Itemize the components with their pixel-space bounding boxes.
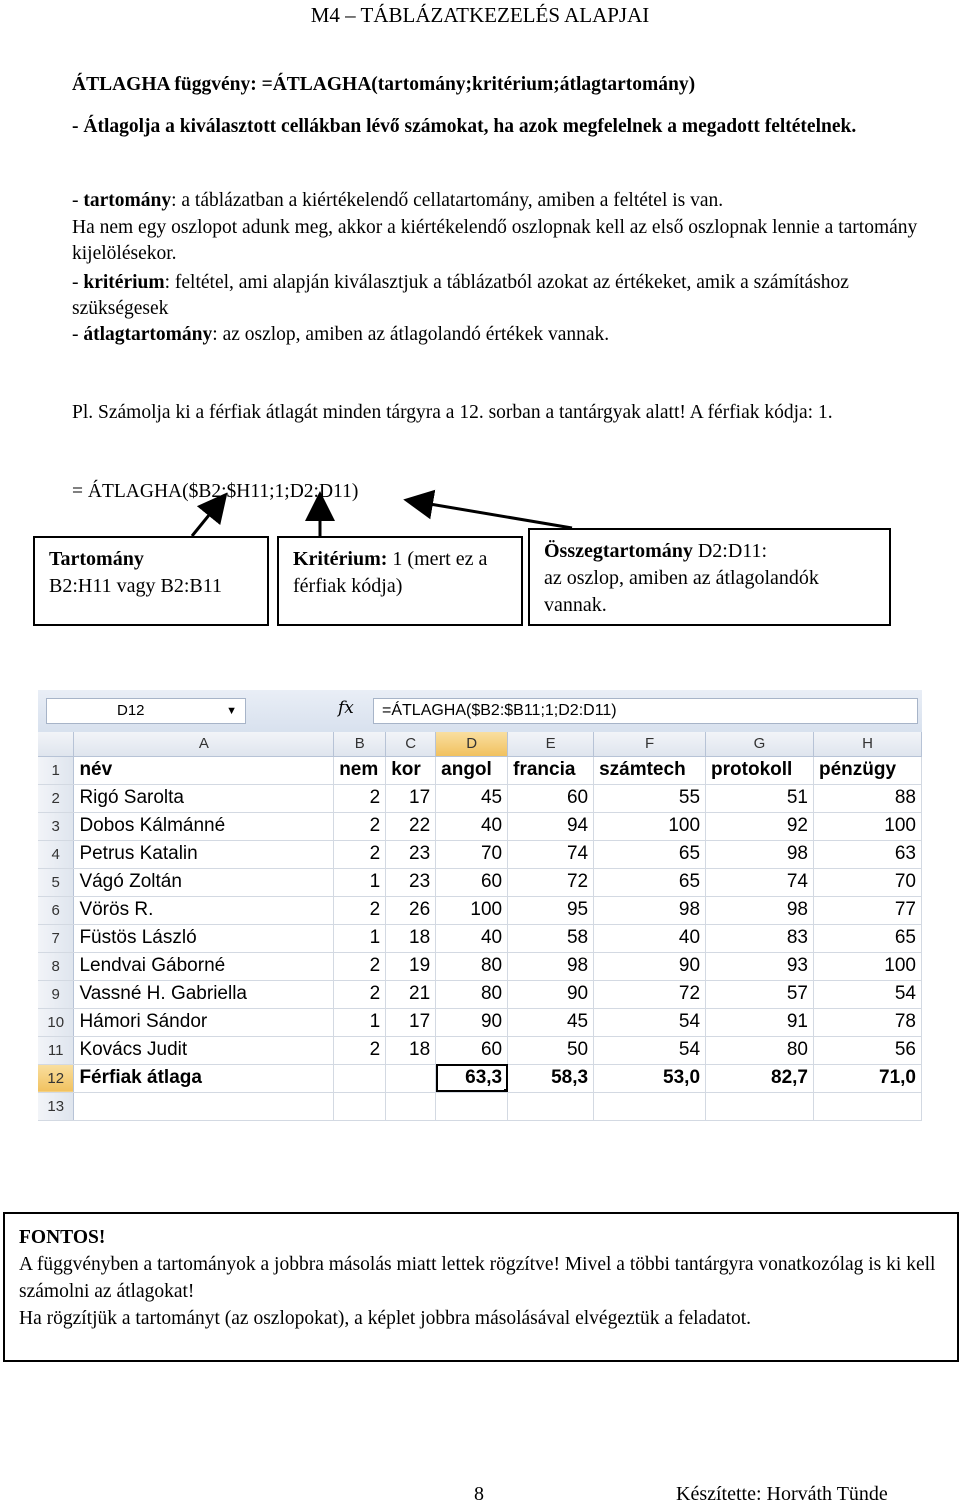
row-number[interactable]: 13 bbox=[38, 1092, 74, 1120]
cell-g5[interactable]: 74 bbox=[706, 868, 814, 896]
function-heading: ÁTLAGHA függvény: =ÁTLAGHA(tartomány;kritérium;átlagtartomány) bbox=[72, 74, 696, 95]
cell-d12[interactable]: 63,3 bbox=[436, 1064, 508, 1092]
cell-f1[interactable]: számtech bbox=[594, 756, 706, 784]
column-header-d[interactable]: D bbox=[436, 732, 508, 756]
cell-g8[interactable]: 93 bbox=[706, 952, 814, 980]
worksheet-grid bbox=[38, 732, 922, 1121]
cell-b3[interactable]: 2 bbox=[334, 812, 386, 840]
cell-g9[interactable]: 57 bbox=[706, 980, 814, 1008]
column-header-b[interactable]: B bbox=[334, 732, 386, 756]
row-number[interactable]: 3 bbox=[38, 812, 74, 840]
cell-c2[interactable]: 17 bbox=[386, 784, 436, 812]
cell-d5[interactable]: 60 bbox=[436, 868, 508, 896]
cell-e10[interactable]: 45 bbox=[508, 1008, 594, 1036]
cell-d8[interactable]: 80 bbox=[436, 952, 508, 980]
cell-c13[interactable] bbox=[386, 1092, 436, 1120]
cell-a13[interactable] bbox=[74, 1092, 334, 1120]
cell-f11[interactable]: 54 bbox=[594, 1036, 706, 1064]
cell-g7[interactable]: 83 bbox=[706, 924, 814, 952]
callout-sum-title: Összegtartomány bbox=[544, 540, 693, 562]
cell-e4[interactable]: 74 bbox=[508, 840, 594, 868]
callout-range-title: Tartomány bbox=[49, 548, 144, 570]
cell-f13[interactable] bbox=[594, 1092, 706, 1120]
cell-b7[interactable]: 1 bbox=[334, 924, 386, 952]
page-header: M4 – TÁBLÁZATKEZELÉS ALAPJAI bbox=[310, 3, 650, 27]
cell-f4[interactable]: 65 bbox=[594, 840, 706, 868]
cell-b13[interactable] bbox=[334, 1092, 386, 1120]
arrow-to-sum-range bbox=[418, 502, 572, 528]
cell-e9[interactable]: 90 bbox=[508, 980, 594, 1008]
callout-criterion-title: Kritérium: bbox=[293, 548, 388, 570]
table-row bbox=[38, 840, 922, 868]
cell-d9[interactable]: 80 bbox=[436, 980, 508, 1008]
cell-e11[interactable]: 50 bbox=[508, 1036, 594, 1064]
column-header-e[interactable]: E bbox=[508, 732, 594, 756]
row-number[interactable]: 4 bbox=[38, 840, 74, 868]
cell-a6[interactable]: Vörös R. bbox=[74, 896, 334, 924]
row-number[interactable]: 11 bbox=[38, 1036, 74, 1064]
row-number[interactable]: 5 bbox=[38, 868, 74, 896]
cell-a12[interactable]: Férfiak átlaga bbox=[74, 1064, 334, 1092]
cell-g6[interactable]: 98 bbox=[706, 896, 814, 924]
tartomany-definition bbox=[72, 188, 922, 214]
cell-e3[interactable]: 94 bbox=[508, 812, 594, 840]
cell-c9[interactable]: 21 bbox=[386, 980, 436, 1008]
cell-c7[interactable]: 18 bbox=[386, 924, 436, 952]
cell-d4[interactable]: 70 bbox=[436, 840, 508, 868]
table-row bbox=[38, 784, 922, 812]
kriterium-prefix: - bbox=[72, 272, 84, 293]
column-header-g[interactable]: G bbox=[706, 732, 814, 756]
cell-a2[interactable]: Rigó Sarolta bbox=[74, 784, 334, 812]
cell-b5[interactable]: 1 bbox=[334, 868, 386, 896]
select-all-corner[interactable] bbox=[38, 732, 74, 756]
cell-g2[interactable]: 51 bbox=[706, 784, 814, 812]
table-row bbox=[38, 924, 922, 952]
cell-c6[interactable]: 26 bbox=[386, 896, 436, 924]
cell-a9[interactable]: Vassné H. Gabriella bbox=[74, 980, 334, 1008]
cell-b1[interactable]: nem bbox=[334, 756, 386, 784]
arrow-to-range bbox=[192, 504, 218, 536]
cell-a3[interactable]: Dobos Kálmánné bbox=[74, 812, 334, 840]
cell-d11[interactable]: 60 bbox=[436, 1036, 508, 1064]
table-row bbox=[38, 1064, 922, 1092]
kriterium-term: kritérium bbox=[83, 272, 165, 293]
important-title: FONTOS! bbox=[19, 1227, 106, 1248]
callout-range bbox=[33, 536, 269, 626]
row-number[interactable]: 1 bbox=[38, 756, 74, 784]
cell-h10[interactable]: 78 bbox=[813, 1008, 921, 1036]
cell-f8[interactable]: 90 bbox=[594, 952, 706, 980]
tartomany-text: : a táblázatban a kiértékelendő cellatartomány, amiben a feltétel is van. bbox=[171, 190, 724, 211]
row-number[interactable]: 12 bbox=[38, 1064, 74, 1092]
cell-g4[interactable]: 98 bbox=[706, 840, 814, 868]
cell-g3[interactable]: 92 bbox=[706, 812, 814, 840]
row-number[interactable]: 8 bbox=[38, 952, 74, 980]
callout-sum-range bbox=[528, 528, 891, 626]
cell-h9[interactable]: 54 bbox=[813, 980, 921, 1008]
cell-f9[interactable]: 72 bbox=[594, 980, 706, 1008]
column-header-f[interactable]: F bbox=[594, 732, 706, 756]
cell-e5[interactable]: 72 bbox=[508, 868, 594, 896]
callout-criterion-text: 1 (mert ez a férfiak kódja) bbox=[293, 548, 488, 597]
cell-b12[interactable] bbox=[334, 1064, 386, 1092]
formula-bar bbox=[38, 690, 922, 733]
cell-b6[interactable]: 2 bbox=[334, 896, 386, 924]
cell-b2[interactable]: 2 bbox=[334, 784, 386, 812]
cell-h2[interactable]: 88 bbox=[813, 784, 921, 812]
cell-h11[interactable]: 56 bbox=[813, 1036, 921, 1064]
column-header-row bbox=[38, 732, 922, 756]
column-header-c[interactable]: C bbox=[386, 732, 436, 756]
cell-h6[interactable]: 77 bbox=[813, 896, 921, 924]
cell-a8[interactable]: Lendvai Gáborné bbox=[74, 952, 334, 980]
cell-g10[interactable]: 91 bbox=[706, 1008, 814, 1036]
cell-e8[interactable]: 98 bbox=[508, 952, 594, 980]
cell-b10[interactable]: 1 bbox=[334, 1008, 386, 1036]
column-header-h[interactable]: H bbox=[813, 732, 921, 756]
row-number[interactable]: 2 bbox=[38, 784, 74, 812]
tartomany-note: Ha nem egy oszlopot adunk meg, akkor a kiértékelendő oszlopnak kell az első oszlopnak lennie a tartomány kijelölésekor. bbox=[72, 217, 918, 264]
cell-c3[interactable]: 22 bbox=[386, 812, 436, 840]
cell-h3[interactable]: 100 bbox=[813, 812, 921, 840]
cell-f7[interactable]: 40 bbox=[594, 924, 706, 952]
name-box-value: D12 bbox=[117, 702, 145, 719]
chevron-down-icon[interactable]: ▼ bbox=[226, 705, 237, 717]
author: Készítette: Horváth Tünde bbox=[676, 1483, 888, 1505]
callout-sum-text: az oszlop, amiben az átlagolandók vannak. bbox=[544, 567, 819, 616]
cell-d2[interactable]: 45 bbox=[436, 784, 508, 812]
cell-h5[interactable]: 70 bbox=[813, 868, 921, 896]
cell-f2[interactable]: 55 bbox=[594, 784, 706, 812]
cell-h4[interactable]: 63 bbox=[813, 840, 921, 868]
function-icon[interactable]: fx bbox=[338, 698, 354, 718]
cell-c5[interactable]: 23 bbox=[386, 868, 436, 896]
cell-b11[interactable]: 2 bbox=[334, 1036, 386, 1064]
cell-d13[interactable] bbox=[436, 1092, 508, 1120]
atlag-text: : az oszlop, amiben az átlagolandó értékek vannak. bbox=[212, 324, 610, 345]
cell-d6[interactable]: 100 bbox=[436, 896, 508, 924]
table-row bbox=[38, 756, 922, 784]
table-row bbox=[38, 980, 922, 1008]
cell-f10[interactable]: 54 bbox=[594, 1008, 706, 1036]
cell-e1[interactable]: francia bbox=[508, 756, 594, 784]
cell-g13[interactable] bbox=[706, 1092, 814, 1120]
example-task: Pl. Számolja ki a férfiak átlagát minden tárgyra a 12. sorban a tantárgyak alatt! A férfiak kódja: 1. bbox=[72, 402, 833, 423]
cell-c11[interactable]: 18 bbox=[386, 1036, 436, 1064]
cell-b8[interactable]: 2 bbox=[334, 952, 386, 980]
important-line-2: Ha rögzítjük a tartományt (az oszlopokat), a képlet jobbra másolásával elvégeztük a feladatot. bbox=[19, 1308, 752, 1329]
function-description: - Átlagolja a kiválasztott cellákban lévő számokat, ha azok megfelelnek a megadott feltételnek. bbox=[72, 116, 857, 137]
cell-h7[interactable]: 65 bbox=[813, 924, 921, 952]
cell-a1[interactable]: név bbox=[74, 756, 334, 784]
cell-d10[interactable]: 90 bbox=[436, 1008, 508, 1036]
kriterium-definition bbox=[72, 270, 922, 322]
cell-c8[interactable]: 19 bbox=[386, 952, 436, 980]
column-header-a[interactable]: A bbox=[74, 732, 334, 756]
cell-h1[interactable]: pénzügy bbox=[813, 756, 921, 784]
cell-e2[interactable]: 60 bbox=[508, 784, 594, 812]
cell-c4[interactable]: 23 bbox=[386, 840, 436, 868]
cell-f5[interactable]: 65 bbox=[594, 868, 706, 896]
formula-input[interactable]: =ÁTLAGHA($B2:$B11;1;D2:D11) bbox=[373, 698, 918, 724]
cell-a4[interactable]: Petrus Katalin bbox=[74, 840, 334, 868]
cell-a11[interactable]: Kovács Judit bbox=[74, 1036, 334, 1064]
cell-b9[interactable]: 2 bbox=[334, 980, 386, 1008]
cell-d3[interactable]: 40 bbox=[436, 812, 508, 840]
cell-d7[interactable]: 40 bbox=[436, 924, 508, 952]
cell-a7[interactable]: Füstös László bbox=[74, 924, 334, 952]
cell-d1[interactable]: angol bbox=[436, 756, 508, 784]
table-row bbox=[38, 1008, 922, 1036]
name-box[interactable] bbox=[46, 698, 246, 724]
cell-c12[interactable] bbox=[386, 1064, 436, 1092]
callout-criterion bbox=[277, 536, 523, 626]
cell-h12[interactable]: 71,0 bbox=[813, 1064, 921, 1092]
row-number[interactable]: 9 bbox=[38, 980, 74, 1008]
cell-c1[interactable]: kor bbox=[386, 756, 436, 784]
table-row bbox=[38, 1036, 922, 1064]
atlagtartomany-definition bbox=[72, 322, 922, 348]
tartomany-term: tartomány bbox=[83, 190, 172, 211]
cell-b4[interactable]: 2 bbox=[334, 840, 386, 868]
row-number[interactable]: 6 bbox=[38, 896, 74, 924]
cell-f6[interactable]: 98 bbox=[594, 896, 706, 924]
cell-e7[interactable]: 58 bbox=[508, 924, 594, 952]
cell-f12[interactable]: 53,0 bbox=[594, 1064, 706, 1092]
table-row bbox=[38, 952, 922, 980]
kriterium-text: : feltétel, ami alapján kiválasztjuk a táblázatból azokat az értékeket, amik a számításhoz szükségesek bbox=[72, 272, 849, 319]
page-number: 8 bbox=[474, 1483, 484, 1505]
table-row bbox=[38, 812, 922, 840]
important-note bbox=[3, 1212, 959, 1362]
cell-e13[interactable] bbox=[508, 1092, 594, 1120]
atlag-prefix: - bbox=[72, 324, 84, 345]
table-row bbox=[38, 896, 922, 924]
cell-c10[interactable]: 17 bbox=[386, 1008, 436, 1036]
cell-e12[interactable]: 58,3 bbox=[508, 1064, 594, 1092]
tartomany-prefix: - bbox=[72, 190, 84, 211]
cell-e6[interactable]: 95 bbox=[508, 896, 594, 924]
cell-a10[interactable]: Hámori Sándor bbox=[74, 1008, 334, 1036]
table-row bbox=[38, 1092, 922, 1120]
example-formula: = ÁTLAGHA($B2:$H11;1;D2:D11) bbox=[72, 481, 359, 502]
cell-g11[interactable]: 80 bbox=[706, 1036, 814, 1064]
cell-a5[interactable]: Vágó Zoltán bbox=[74, 868, 334, 896]
row-number[interactable]: 7 bbox=[38, 924, 74, 952]
cell-g1[interactable]: protokoll bbox=[706, 756, 814, 784]
important-line-1: A függvényben a tartományok a jobbra másolás miatt lettek rögzítve! Mivel a többi tantárgyra vonatkozólag is ki kell számolni az átlagokat! bbox=[19, 1254, 936, 1302]
atlag-term: átlagtartomány bbox=[83, 324, 213, 345]
callout-sum-inline: D2:D11: bbox=[692, 540, 768, 562]
table-row bbox=[38, 868, 922, 896]
callout-range-text: B2:H11 vagy B2:B11 bbox=[49, 575, 222, 597]
cell-g12[interactable]: 82,7 bbox=[706, 1064, 814, 1092]
cell-h8[interactable]: 100 bbox=[813, 952, 921, 980]
cell-f3[interactable]: 100 bbox=[594, 812, 706, 840]
row-number[interactable]: 10 bbox=[38, 1008, 74, 1036]
spreadsheet-screenshot bbox=[38, 690, 922, 1138]
cell-h13[interactable] bbox=[813, 1092, 921, 1120]
